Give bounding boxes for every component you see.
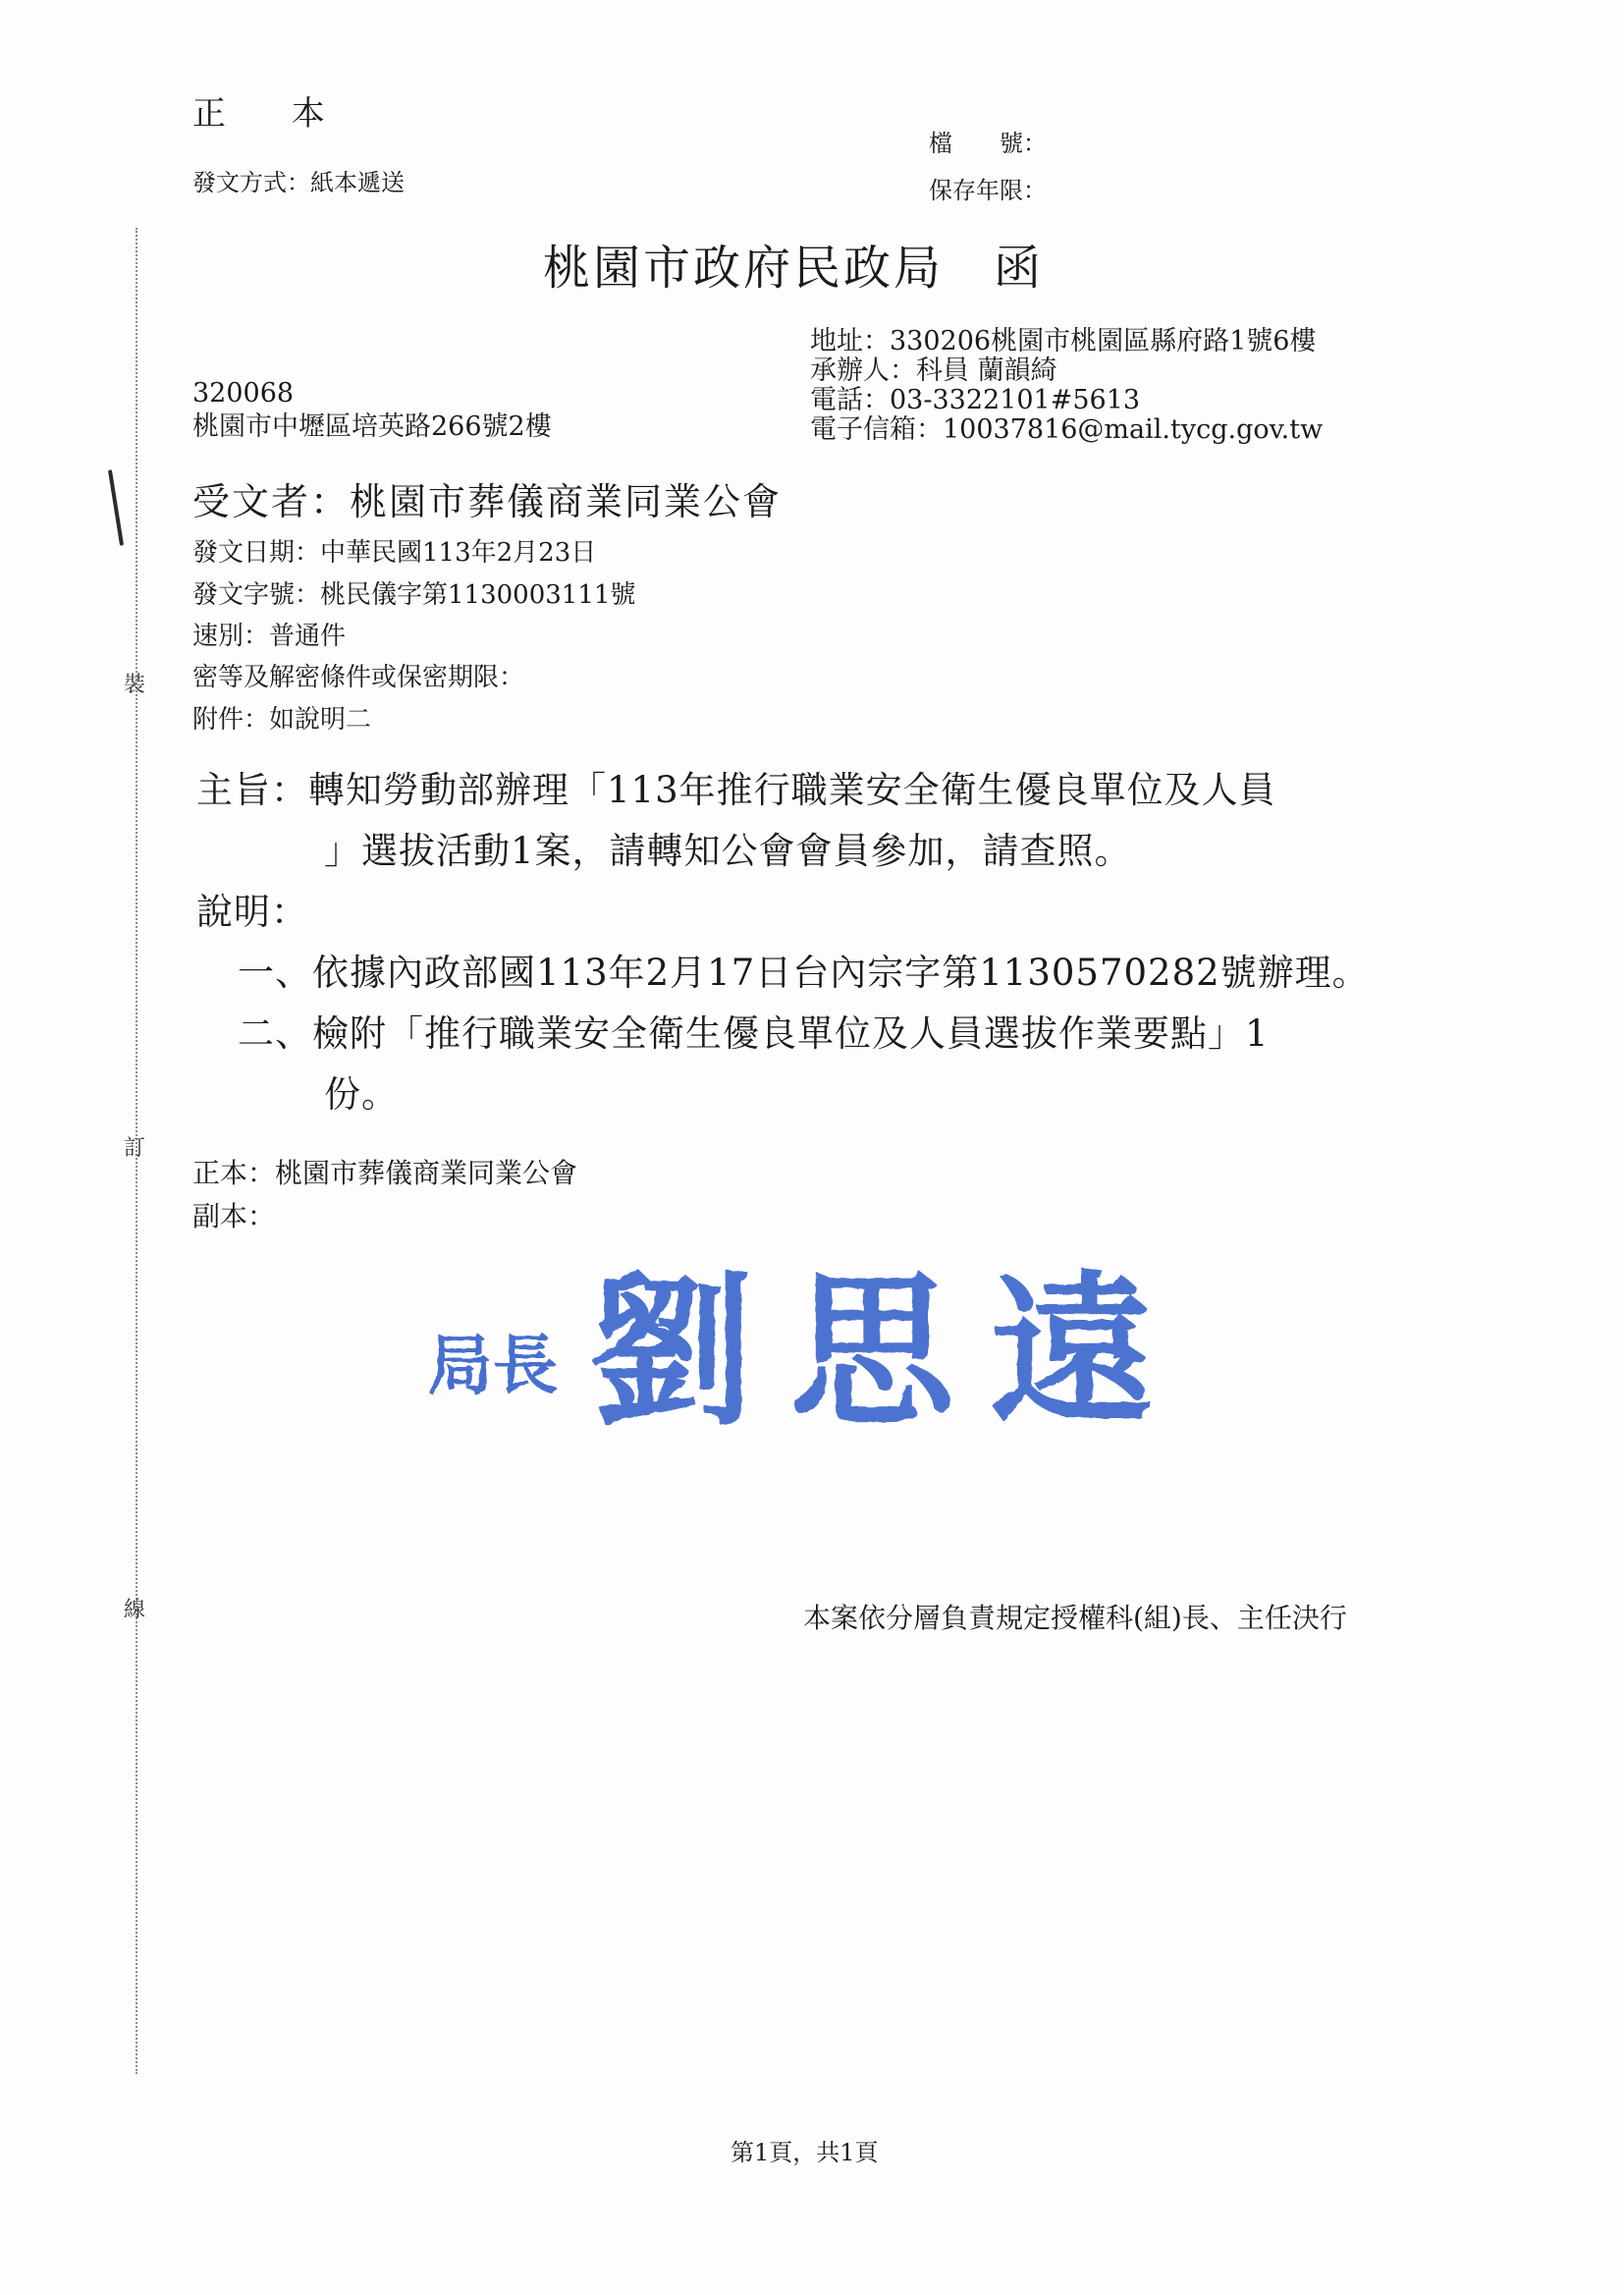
- delivery-method: 發文方式：紙本遞送: [192, 169, 405, 196]
- signature-name: 劉思遠: [589, 1256, 1190, 1448]
- explanation-item-1: 一、依據內政部國113年2月17日台內宗字第1130570282號辦理。: [238, 952, 1370, 994]
- security-level: 密等及解密條件或保密期限：: [192, 663, 525, 692]
- subject-line-1: 主旨：轉知勞動部辦理「113年推行職業安全衛生優良單位及人員: [196, 769, 1276, 811]
- explanation-item-2: 二、檢附「推行職業安全衛生優良單位及人員選拔作業要點」1: [238, 1012, 1270, 1055]
- binding-mark-xian: 線: [124, 1598, 146, 1622]
- document-number: 發文字號：桃民儀字第1130003111號: [192, 580, 636, 610]
- sender-handler: 承辦人：科員 蘭韻綺: [810, 355, 1057, 386]
- explanation-item-2-cont: 份。: [324, 1073, 399, 1116]
- recipient: 受文者：桃園市葬儀商業同業公會: [192, 480, 783, 523]
- sender-address: 地址：330206桃園市桃園區縣府路1號6樓: [810, 326, 1317, 356]
- director-signature-stamp: [422, 1232, 1227, 1458]
- pen-mark: [108, 469, 124, 546]
- sender-phone: 電話：03-3322101#5613: [810, 385, 1141, 415]
- copy-type-label: 正 本: [192, 94, 352, 134]
- recipient-street-address: 桃園市中壢區培英路266號2樓: [192, 411, 552, 442]
- file-number-label: 檔 號：: [929, 130, 1047, 157]
- sender-email: 電子信箱：10037816@mail.tycg.gov.tw: [810, 414, 1324, 445]
- retention-period-label: 保存年限：: [929, 177, 1047, 204]
- attachment: 附件：如說明二: [192, 705, 372, 735]
- delegation-note: 本案依分層負責規定授權科(組)長、主任決行: [803, 1602, 1347, 1634]
- page-number: 第1頁，共1頁: [731, 2139, 879, 2166]
- binding-mark-zhuang: 裝: [124, 673, 146, 697]
- binding-mark-ding: 訂: [124, 1136, 146, 1161]
- issue-date: 發文日期：中華民國113年2月23日: [192, 538, 597, 568]
- signature-title: 局長: [428, 1328, 558, 1403]
- subject-line-2: 」選拔活動1案，請轉知公會會員參加，請查照。: [324, 830, 1132, 872]
- speed-category: 速別：普通件: [192, 622, 347, 651]
- recipient-postal-code: 320068: [192, 378, 295, 409]
- distribution-copy: 副本：: [192, 1200, 276, 1232]
- explanation-heading: 說明：: [196, 891, 308, 933]
- distribution-original: 正本：桃園市葬儀商業同業公會: [192, 1157, 578, 1189]
- document-title: 桃園市政府民政局 函: [543, 241, 1045, 296]
